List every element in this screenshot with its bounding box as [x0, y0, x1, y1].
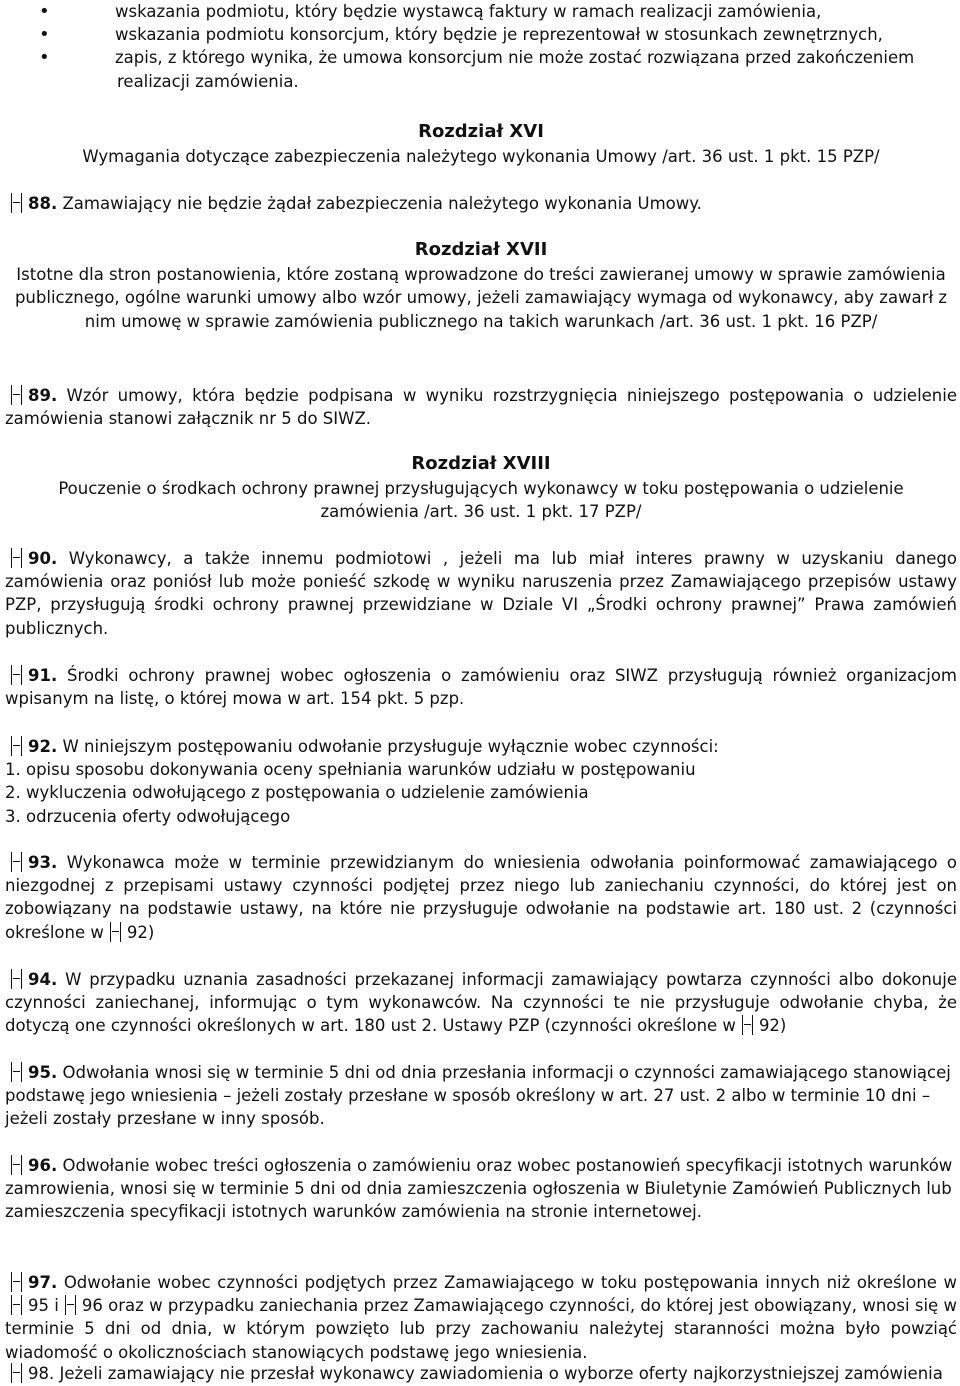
list-item: • wskazania podmiotu konsorcjum, który będzie je reprezentował w stosunkach zewnętrznych, [39, 24, 883, 46]
paragraph-93: 93. Wykonawca może w terminie przewidzianym do wniesienia odwołania poinformować zamawiającego o niezgodnej z przepisami ustawy czynności podjętej przez niego lub zaniechaniu czynności, do której jest on zobowiązany na podstawie ustawy, na które nie przysługuje odwołanie na podstawie art. 180 ust. 2 (czynności określone w 92) [5, 853, 957, 942]
bullet-icon: • [39, 24, 50, 46]
section-sign-icon [110, 922, 121, 942]
bullet-list [5, 0, 957, 93]
paragraph-91: 91. Środki ochrony prawnej wobec ogłoszenia o zamówieniu oraz SIWZ przysługują również organizacjom wpisanym na listę, o której mowa w art. 154 pkt. 5 pzp. [5, 666, 957, 709]
list-item: 1. opisu sposobu dokonywania oceny spełniania warunków udziału w postępowaniu [5, 760, 696, 780]
chapter-subtitle: Istotne dla stron postanowienia, które zostaną wprowadzone do treści zawieranej umowy w sprawie zamówienia publicznego, ogólne warunki umowy albo wzór umowy, jeżeli zamawiający wymaga od wykonawcy, aby zawarł z nim umowę w sprawie zamówienia publicznego na takich warunkach /art. 36 ust. 1 pkt. 16 PZP/ [14, 265, 948, 331]
paragraph-98: 98. Jeżeli zamawiający nie przesłał wykonawcy zawiadomienia o wyborze oferty najkorzystniejszej zamówienia [5, 1362, 957, 1385]
section-sign-icon [11, 969, 22, 989]
section-sign-icon [11, 852, 22, 872]
chapter-17 [5, 238, 957, 333]
section-sign-icon [11, 1363, 22, 1383]
section-sign-icon [11, 193, 22, 213]
chapter-18 [5, 452, 957, 524]
chapter-16 [5, 120, 957, 168]
list-item: • wskazania podmiotu, który będzie wystawcą faktury w ramach realizacji zamówienia, [39, 1, 822, 22]
bullet-icon: • [39, 1, 50, 22]
section-sign-icon [11, 548, 22, 568]
paragraph-95: 95. Odwołania wnosi się w terminie 5 dni od dnia przesłania informacji o czynności zamawiającego stanowiącej podstawę jego wniesienia – jeżeli zostały przesłane w sposób określony w art. 27 ust. 2 albo w terminie 10 dni – jeżeli zostały przesłane w inny sposób. [5, 1063, 951, 1129]
section-sign-icon [11, 1272, 22, 1292]
chapter-title: Rozdział XVIII [411, 453, 551, 474]
paragraph-96: 96. Odwołanie wobec treści ogłoszenia o zamówieniu oraz wobec postanowień specyfikacji istotnych warunków zamrowienia, wnosi się w terminie 5 dni od dnia zamieszczenia ogłoszenia w Biuletynie Zamówień Publicznych lub zamieszczenia specyfikacji istotnych warunków zamówienia na stronie internetowej. [5, 1156, 953, 1222]
paragraph-94: 94. W przypadku uznania zasadności przekazanej informacji zamawiający powtarza czynności albo dokonuje czynności zaniechanej, informując o tym wykonawców. Na czynności te nie przysługuje odwołanie chyba, że dotyczą one czynności określonych w art. 180 ust 2. Ustawy PZP (czynności określone w 92) [5, 970, 957, 1036]
list-item: • zapis, z którego wynika, że umowa konsorcjum nie może zostać rozwiązana przed zakończeniem [39, 47, 915, 69]
section-sign-icon [11, 1295, 22, 1315]
list-item-continuation: realizacji zamówienia. [117, 71, 299, 91]
bullet-icon: • [39, 47, 50, 69]
list-item: 3. odrzucenia oferty odwołującego [5, 806, 291, 826]
section-sign-icon [11, 665, 22, 685]
paragraph-89: 89. Wzór umowy, która będzie podpisana w wyniku rozstrzygnięcia niniejszego postępowania o udzielenie zamówienia stanowi załącznik nr 5 do SIWZ. [5, 386, 958, 429]
paragraph-90: 90. Wykonawcy, a także innemu podmiotowi , jeżeli ma lub miał interes prawny w uzyskaniu danego zamówienia oraz poniósł lub może ponieść szkodę w wyniku naruszenia przez Zamawiającego przepisów ustawy PZP, przysługują środki ochrony prawnej przewidziane w Dziale VI „Środki ochrony prawnej” Prawa zamówień publicznych. [5, 549, 957, 638]
chapter-title: Rozdział XVI [418, 121, 544, 142]
paragraph-97: 97. Odwołanie wobec czynności podjętych przez Zamawiającego w toku postępowania innych niż określone w95 i 96 oraz w przypadku zaniechania przez Zamawiającego czynności, do której jest obowiązany, wnosi się w terminie 5 dni od dnia, w którym powzięto lub przy zachowaniu należytej staranności można było powziąć wiadomość o okolicznościach stanowiących podstawę jego wniesienia. [5, 1273, 958, 1362]
chapter-subtitle: Wymagania dotyczące zabezpieczenia należytego wykonania Umowy /art. 36 ust. 1 pkt. 15 PZP/ [82, 147, 880, 167]
section-sign-icon [11, 1062, 22, 1082]
paragraph-92: 92. W niniejszym postępowaniu odwołanie przysługuje wyłącznie wobec czynności: 1. opisu sposobu dokonywania oceny spełniania warunków udziału w postępowaniu 2. wykluczenia odwołującego z postępowania o udzielenie zamówienia 3. odrzucenia oferty odwołującego [5, 735, 957, 828]
section-sign-icon [65, 1295, 76, 1315]
chapter-title: Rozdział XVII [414, 239, 548, 260]
section-sign-icon [11, 1155, 22, 1175]
section-sign-icon [742, 1015, 753, 1035]
chapter-subtitle: Pouczenie o środkach ochrony prawnej przysługujących wykonawcy w toku postępowania o udzielenie zamówienia /art. 36 ust. 1 pkt. 17 PZP/ [58, 479, 904, 522]
paragraph-88: 88. Zamawiający nie będzie żądał zabezpieczenia należytego wykonania Umowy. [5, 192, 957, 215]
section-sign-icon [11, 385, 22, 405]
list-item: 2. wykluczenia odwołującego z postępowania o udzielenie zamówienia [5, 783, 589, 803]
section-sign-icon [11, 736, 22, 756]
